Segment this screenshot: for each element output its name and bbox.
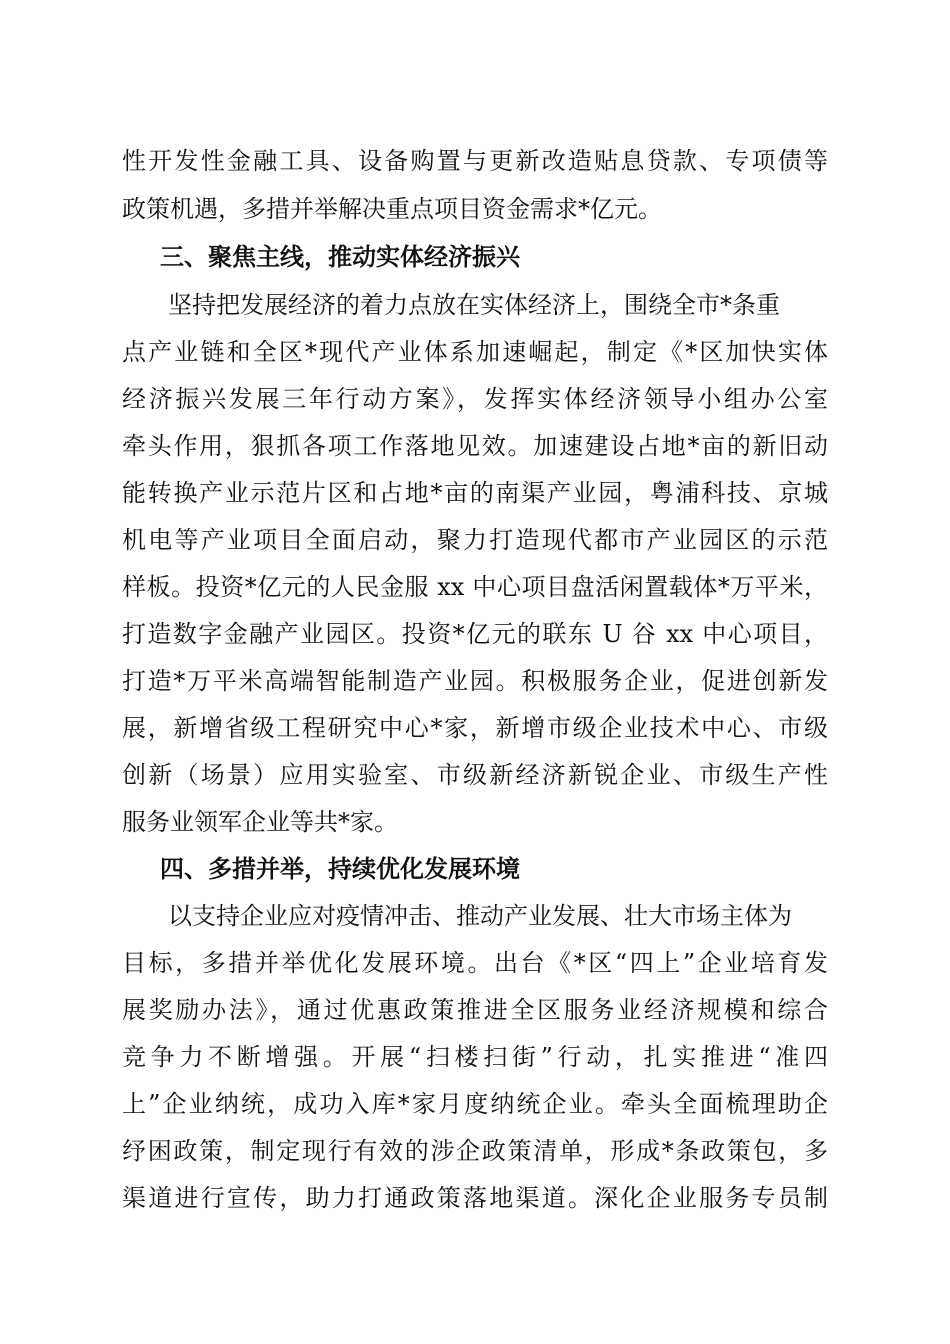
paragraph-line: 纾困政策，制定现行有效的涉企政策清单，形成*条政策包，多 <box>122 1137 828 1165</box>
paragraph-line: 坚持把发展经济的着力点放在实体经济上，围绕全市*条重 <box>168 291 780 319</box>
paragraph-line: 性开发性金融工具、设备购置与更新改造贴息贷款、专项债等 <box>122 147 828 175</box>
paragraph-line: 服务业领军企业等共*家。 <box>122 808 398 836</box>
section-heading: 三、聚焦主线，推动实体经济振兴 <box>160 243 520 271</box>
paragraph-line: 渠道进行宣传，助力打通政策落地渠道。深化企业服务专员制 <box>122 1184 828 1212</box>
paragraph-line: 上”企业纳统，成功入库*家月度纳统企业。牵头全面梳理助企 <box>122 1090 828 1118</box>
paragraph-line: 机电等产业项目全面启动，聚力打造现代都市产业园区的示范 <box>122 526 828 554</box>
paragraph-line: 创新（场景）应用实验室、市级新经济新锐企业、市级生产性 <box>122 761 828 789</box>
paragraph-line: 打造*万平米高端智能制造产业园。积极服务企业，促进创新发 <box>122 667 828 695</box>
paragraph-line: 打造数字金融产业园区。投资*亿元的联东 U 谷 xx 中心项目， <box>122 620 828 648</box>
paragraph-line: 经济振兴发展三年行动方案》，发挥实体经济领导小组办公室 <box>122 385 828 413</box>
paragraph-line: 政策机遇，多措并举解决重点项目资金需求*亿元。 <box>122 195 662 223</box>
paragraph-line: 样板。投资*亿元的人民金服 xx 中心项目盘活闲置载体*万平米， <box>122 573 828 601</box>
section-heading: 四、多措并举，持续优化发展环境 <box>160 855 520 883</box>
paragraph-line: 竞争力不断增强。开展“扫楼扫街”行动，扎实推进“准四 <box>122 1043 828 1071</box>
paragraph-line: 能转换产业示范片区和占地*亩的南渠产业园，粤浦科技、京城 <box>122 479 828 507</box>
paragraph-line: 以支持企业应对疫情冲击、推动产业发展、壮大市场主体为 <box>168 902 792 930</box>
paragraph-line: 目标，多措并举优化发展环境。出台《*区“四上”企业培育发 <box>122 949 828 977</box>
paragraph-line: 展，新增省级工程研究中心*家，新增市级企业技术中心、市级 <box>122 714 828 742</box>
paragraph-line: 牵头作用，狠抓各项工作落地见效。加速建设占地*亩的新旧动 <box>122 432 828 460</box>
paragraph-line: 展奖励办法》，通过优惠政策推进全区服务业经济规模和综合 <box>122 996 828 1024</box>
paragraph-line: 点产业链和全区*现代产业体系加速崛起，制定《*区加快实体 <box>122 338 828 366</box>
